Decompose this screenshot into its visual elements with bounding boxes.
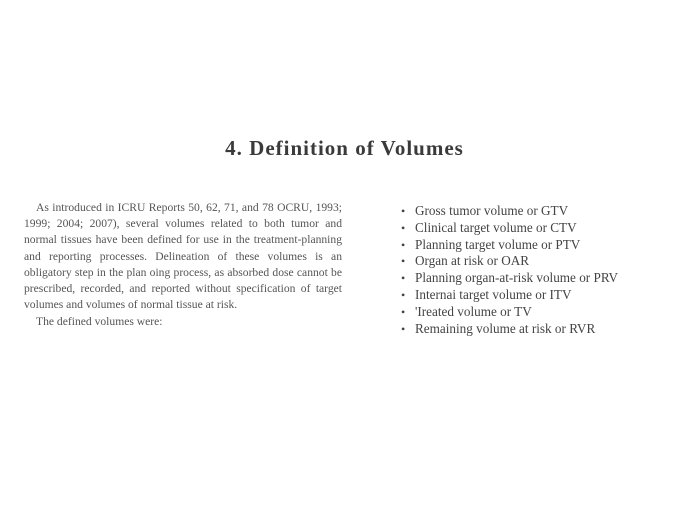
slide-title: 4. Definition of Volumes — [225, 136, 464, 160]
bullet-icon: • — [401, 287, 406, 302]
list-item-label: Gross tumor volume or GTV — [415, 203, 569, 218]
list-item-label: Organ at risk or OAR — [415, 253, 530, 269]
list-item — [401, 220, 681, 237]
list-item — [401, 287, 681, 304]
bullet-icon: • — [401, 204, 406, 218]
list-item — [401, 321, 681, 338]
volumes-list-column — [401, 203, 681, 337]
list-item — [401, 253, 681, 270]
list-item-label: Planning target volume or PTV — [415, 236, 581, 252]
list-item-label: Internai target volume or ITV — [415, 286, 572, 302]
list-item-label: 'Ireated volume or TV — [415, 303, 532, 319]
list-item-label: Clinical target volume or CTV — [415, 219, 577, 235]
bullet-icon: • — [401, 254, 406, 269]
bullet-icon: • — [401, 271, 406, 286]
bullet-icon: • — [401, 237, 406, 252]
volumes-list — [401, 203, 681, 337]
list-item — [401, 203, 681, 220]
bullet-icon: • — [401, 321, 406, 336]
intro-text-column — [24, 200, 342, 331]
list-item — [401, 237, 681, 254]
list-item-label: Planning organ-at-risk volume or PRV — [415, 270, 619, 286]
list-item-label: Remaining volume at risk or RVR — [415, 320, 596, 336]
list-item — [401, 270, 681, 287]
list-item — [401, 304, 681, 321]
intro-paragraph: As introduced in ICRU Reports 50, 62, 71, and 78 OCRU, 1993; 1999; 2004; 2007), several volumes related to both tumor and normal tissues have been defined for use in the treatment-planning and reporting processes. Delineation of these volumes is an obligatory step in the plan oing process, as absorbed dose cannot be prescribed, recorded, and reported without specification of target volumes and volumes of normal tissue at risk. — [24, 201, 342, 312]
defined-volumes-lead: The defined volumes were: — [36, 315, 163, 329]
bullet-icon: • — [401, 304, 406, 319]
bullet-icon: • — [401, 220, 406, 235]
